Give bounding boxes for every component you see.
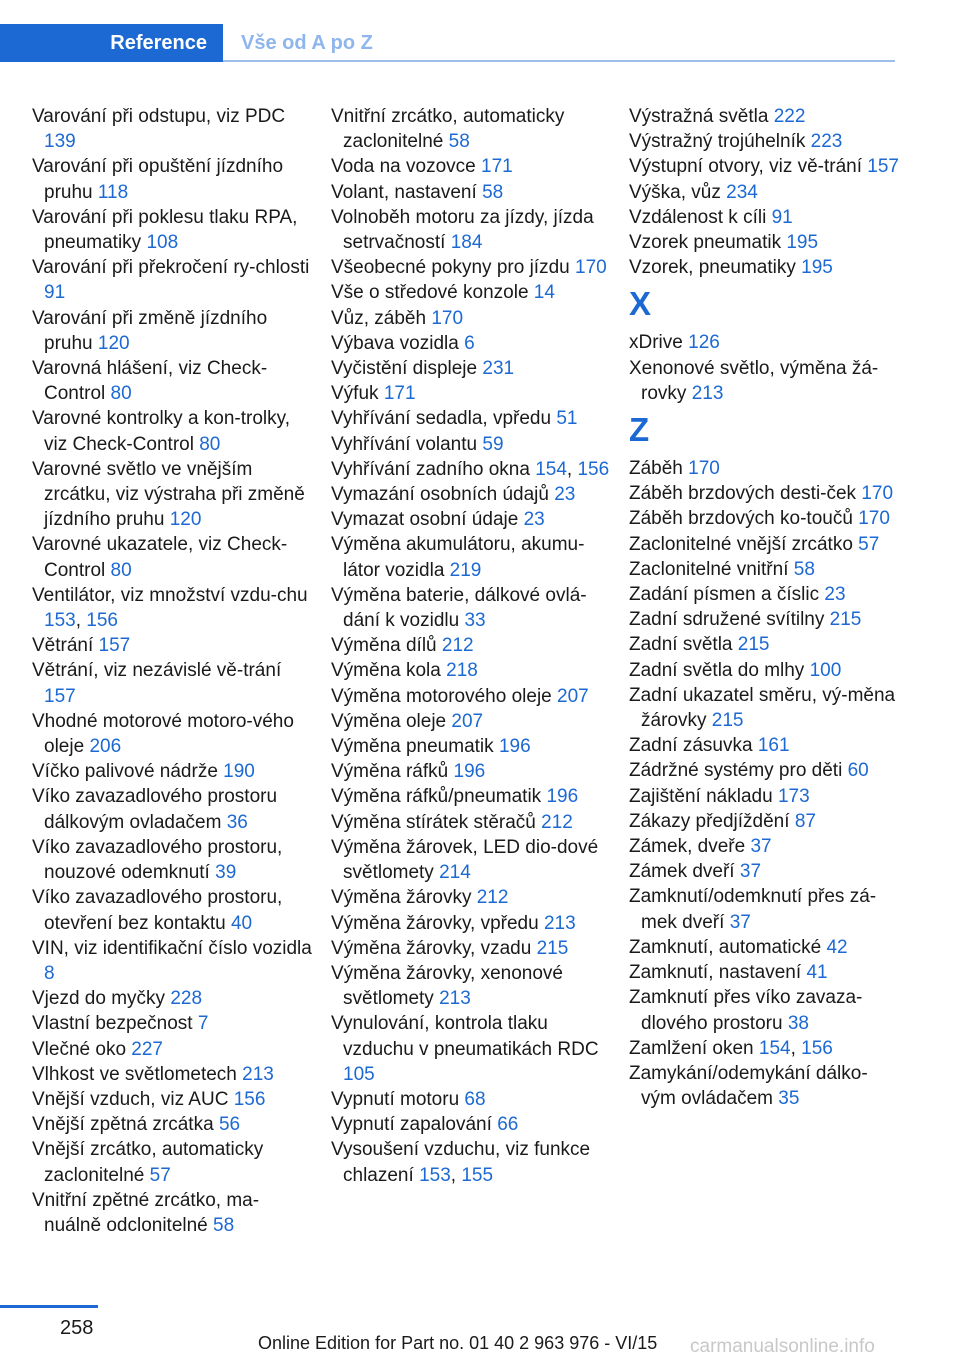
index-entry [331, 406, 611, 431]
page-link[interactable]: 80 [110, 559, 132, 581]
index-term: Vhodné motorové motoro‐vého oleje [32, 710, 294, 758]
page-link[interactable]: 120 [97, 332, 130, 354]
page-link[interactable]: 196 [546, 786, 579, 808]
page-link[interactable]: 6 [464, 332, 475, 354]
index-entry [331, 911, 611, 936]
index-term: Varování při překročení ry‐chlosti [32, 257, 310, 279]
tab-a-to-z[interactable]: Vše od A po Z [241, 31, 373, 54]
page-link[interactable]: 23 [554, 484, 576, 506]
index-term: Varování při změně jízdního pruhu [32, 307, 268, 354]
index-entry [629, 859, 901, 884]
index-term: Vnější zpětná zrcátka [32, 1114, 214, 1136]
index-term: Ventilátor, viz množství vzdu‐chu [32, 584, 308, 606]
index-entry [629, 582, 901, 607]
page-link[interactable]: 153 [419, 1164, 451, 1186]
index-term: Varování při odstupu, viz PDC [32, 106, 286, 127]
index-term: Vynulování, kontrola tlaku vzduchu v pneumatikách RDC [331, 1013, 599, 1060]
index-entry [629, 330, 901, 355]
page-link[interactable]: 36 [226, 811, 248, 833]
index-term: Záběh [629, 458, 683, 480]
index-term: Vůz, záběh [331, 307, 427, 329]
index-entry [629, 733, 901, 758]
page-link[interactable]: 23 [523, 509, 545, 531]
page-number: 258 [60, 1317, 94, 1339]
index-term: Zadní ukazatel směru, vý‐měna žárovky [629, 684, 896, 732]
index-term: Vypnutí zapalování [331, 1114, 492, 1136]
page-link[interactable]: 120 [169, 509, 202, 531]
page-link[interactable]: 223 [810, 131, 843, 153]
index-entry [331, 280, 611, 305]
index-term: Vnější vzduch, viz AUC [32, 1088, 229, 1110]
page-link[interactable]: 39 [215, 862, 237, 884]
page-link[interactable]: 87 [794, 810, 816, 832]
index-entry [331, 205, 611, 255]
page-link[interactable]: 213 [691, 382, 724, 404]
index-entry [331, 432, 611, 457]
index-entry [629, 683, 901, 733]
page-link[interactable]: 214 [439, 862, 471, 884]
page-link[interactable]: 41 [806, 962, 828, 984]
page-link[interactable]: 212 [541, 811, 573, 833]
index-term: Víko zavazadlového prostoru, otevření bez kontaktu [32, 887, 283, 934]
page-link[interactable]: 215 [711, 710, 744, 732]
page-link[interactable]: 153 [44, 610, 76, 632]
index-term: Varovné ukazatele, viz Check-Control [32, 534, 288, 581]
index-column-3 [629, 104, 901, 1111]
index-group-x [629, 330, 901, 406]
page-link[interactable]: 171 [481, 156, 513, 178]
index-term: Zadání písmen a číslic [629, 584, 820, 606]
index-entry [32, 709, 312, 759]
index-entry [331, 381, 611, 406]
index-entry [629, 255, 901, 280]
index-term: Vlhkost ve světlometech [32, 1063, 237, 1085]
index-entry [629, 205, 901, 230]
index-term: Výstupní otvory, viz vě‐trání [629, 156, 863, 178]
page-link[interactable]: 231 [482, 358, 515, 380]
page-link[interactable]: 154 [535, 458, 567, 480]
index-term: Varování při opuštění jízdního pruhu [32, 156, 284, 203]
index-entry: Vyhřívání zadního okna 154, 156 [331, 458, 610, 480]
index-term: Výška, vůz [629, 181, 721, 203]
index-term: Záběh brzdových desti‐ček [629, 483, 857, 505]
page-link[interactable]: 154 [758, 1037, 791, 1059]
index-term: Zamknutí, nastavení [629, 962, 802, 984]
index-term: Xenonové světlo, výměna žá‐rovky [629, 357, 879, 404]
index-term: Vyhřívání volantu [331, 433, 478, 455]
index-entry [331, 885, 611, 910]
page-link[interactable]: 222 [773, 106, 806, 127]
index-term: Výměna motorového oleje [331, 685, 552, 707]
page-link[interactable]: 42 [826, 936, 848, 958]
index-term: Zaclonitelné vnější zrcátko [629, 533, 853, 555]
page-link[interactable]: 139 [44, 131, 76, 153]
index-entry [629, 481, 901, 506]
page-link[interactable]: 14 [533, 282, 555, 304]
page-link[interactable]: 215 [536, 937, 569, 959]
index-entry [32, 1037, 312, 1062]
index-entry [32, 457, 312, 533]
index-entry [32, 1188, 312, 1238]
index-entry [331, 658, 611, 683]
index-term: Větrání, viz nezávislé vě‐trání [32, 660, 282, 682]
page-link[interactable]: 173 [777, 785, 810, 807]
index-entry [32, 532, 312, 582]
index-entry [331, 356, 611, 381]
index-term: Výměna baterie, dálkové ovlá‐dání k vozidlu [331, 584, 587, 632]
index-term: Zaclonitelné vnitřní [629, 558, 789, 580]
index-term: Vlastní bezpečnost [32, 1013, 193, 1035]
index-term: Větrání [32, 635, 94, 657]
index-entry [629, 557, 901, 582]
index-term: Výstražný trojúhelník [629, 131, 806, 153]
index-entry [331, 1087, 611, 1112]
page-link[interactable]: 105 [343, 1063, 375, 1085]
watermark: carmanualsonline.info [690, 1336, 875, 1357]
index-term: Zamknutí/odemknutí přes zá‐mek dveří [629, 886, 877, 933]
index-entry [331, 759, 611, 784]
index-term: Vše o středové konzole [331, 282, 529, 304]
index-term: Víko zavazadlového prostoru, nouzové odemknutí [32, 836, 283, 884]
index-entry [331, 583, 611, 633]
index-term: Vysoušení vzduchu, viz funkce chlazení [331, 1139, 591, 1186]
page-link[interactable]: 35 [778, 1088, 800, 1110]
index-term: Zádržné systémy pro děti [629, 760, 843, 782]
page-link[interactable]: 206 [89, 736, 122, 758]
page-link[interactable]: 170 [688, 458, 720, 480]
page-link[interactable]: 207 [451, 710, 484, 732]
index-entry [331, 104, 611, 154]
page-link[interactable]: 171 [383, 383, 416, 405]
index-term: Výměna stírátek stěračů [331, 811, 536, 833]
page-link[interactable]: 91 [44, 282, 66, 304]
page-link[interactable]: 170 [858, 508, 890, 530]
index-column-1 [32, 104, 312, 1238]
index-entry [32, 885, 312, 935]
page-link[interactable]: 196 [453, 761, 486, 783]
index-entry [32, 1011, 312, 1036]
index-entry [629, 180, 901, 205]
index-term: Volant, nastavení [331, 181, 477, 203]
index-term: Zajištění nákladu [629, 785, 773, 807]
page-link[interactable]: 215 [829, 609, 862, 631]
index-term: Zadní světla [629, 634, 733, 656]
page-link[interactable]: 57 [149, 1164, 171, 1186]
index-term: Výstražná světla [629, 106, 769, 127]
index-term: Varování při poklesu tlaku RPA, pneumatiky [32, 206, 298, 254]
index-term: Víčko palivové nádrže [32, 761, 218, 783]
page-link[interactable]: 57 [858, 533, 880, 555]
index-entry [629, 607, 901, 632]
index-entry [629, 960, 901, 985]
index-entry [629, 456, 901, 481]
index-entry [32, 759, 312, 784]
index-group-v [629, 104, 901, 280]
page-link[interactable]: 234 [726, 181, 758, 203]
index-column-2 [331, 104, 611, 1188]
index-entry [331, 936, 611, 961]
index-entry [32, 406, 312, 456]
index-term: Výměna ráfků/pneumatik [331, 786, 542, 808]
page-link[interactable]: 170 [861, 483, 894, 505]
index-entry [331, 306, 611, 331]
index-term: Výměna žárovky, vpředu [331, 912, 539, 934]
page-link[interactable]: 108 [146, 232, 179, 254]
index-term: Výměna žárovky, vzadu [331, 937, 532, 959]
index-term: Vymazat osobní údaje [331, 509, 519, 531]
page-link[interactable]: 80 [110, 383, 132, 405]
index-term: Výměna žárovky [331, 887, 472, 909]
index-term: Všeobecné pokyny pro jízdu [331, 257, 570, 279]
index-group-z [629, 456, 901, 1111]
index-entry [32, 633, 312, 658]
index-term: Výměna akumulátoru, akumu‐látor vozidla [331, 534, 585, 581]
index-term: Výměna kola [331, 660, 441, 682]
index-entry [629, 104, 901, 129]
index-entry: Zamlžení oken 154, 156 [629, 1037, 833, 1059]
index-entry [32, 658, 312, 708]
index-entry [629, 532, 901, 557]
page-link[interactable]: 58 [482, 181, 504, 203]
page-link[interactable]: 170 [431, 307, 464, 329]
page-link[interactable]: 118 [97, 181, 129, 203]
index-entry [331, 1112, 611, 1137]
index-term: Výměna oleje [331, 710, 447, 732]
index-term: Vnější zrcátko, automaticky zaclonitelné [32, 1139, 264, 1186]
edition-note: Online Edition for Part no. 01 40 2 963 976 - VI/15 [258, 1333, 658, 1353]
page-link[interactable]: 23 [824, 584, 846, 606]
page-link[interactable]: 227 [131, 1038, 163, 1060]
page-link[interactable]: 157 [44, 685, 76, 707]
page-link[interactable]: 33 [464, 610, 486, 632]
index-term: Výbava vozidla [331, 332, 459, 354]
page-link[interactable]: 213 [242, 1063, 274, 1085]
index-entry [629, 632, 901, 657]
page-link[interactable]: 58 [213, 1214, 235, 1236]
index-entry [629, 834, 901, 859]
index-entry [32, 986, 312, 1011]
index-term: xDrive [629, 332, 683, 354]
index-term: Zamknutí přes víko zavaza‐dlového prostoru [629, 987, 863, 1034]
index-entry [32, 835, 312, 885]
index-entry [331, 180, 611, 205]
index-entry [629, 884, 901, 934]
index-entry [629, 154, 901, 179]
index-entry [32, 205, 312, 255]
index-entry [32, 936, 312, 986]
index-term: Výměna dílů [331, 635, 437, 657]
index-term: Vjezd do myčky [32, 988, 166, 1010]
index-term: Víko zavazadlového prostoru dálkovým ovladačem [32, 786, 278, 833]
index-entry [629, 658, 901, 683]
index-entry [629, 784, 901, 809]
page-link[interactable]: 213 [543, 912, 576, 934]
header-divider [223, 60, 895, 62]
page-link[interactable]: 66 [497, 1114, 519, 1136]
page-link[interactable]: 196 [498, 736, 531, 758]
index-term: Varovné světlo ve vnějším zrcátku, viz výstraha při změně jízdního pruhu [32, 458, 305, 531]
index-entry [32, 154, 312, 204]
index-term: Zákazy předjíždění [629, 810, 790, 832]
page-link[interactable]: 37 [739, 861, 762, 883]
page-link[interactable]: 156 [801, 1037, 833, 1059]
index-term: Vzorek pneumatik [629, 232, 782, 254]
index-entry [331, 507, 611, 532]
index-entry [32, 104, 312, 154]
index-term: Zámek dveří [629, 861, 735, 883]
index-entry [331, 154, 611, 179]
letter-heading-z: Z [629, 411, 650, 449]
page-link[interactable]: 207 [557, 685, 589, 707]
index-entry [629, 129, 901, 154]
page-link[interactable]: 100 [809, 659, 842, 681]
page-link[interactable]: 91 [771, 206, 793, 228]
tab-reference[interactable]: Reference [0, 24, 223, 62]
page-link[interactable]: 213 [439, 988, 471, 1010]
index-entry [331, 633, 611, 658]
index-entry [629, 356, 901, 406]
page-link[interactable]: 68 [464, 1088, 486, 1110]
index-term: Výměna žárovek, LED dio‐dové světlomety [331, 836, 599, 884]
index-entry [32, 1087, 312, 1112]
index-entry [32, 356, 312, 406]
index-term: Vnitřní zpětné zrcátko, ma‐nuálně odclonitelné [32, 1189, 260, 1236]
page-link[interactable]: 37 [729, 911, 751, 933]
index-entry [331, 255, 611, 280]
page-link[interactable]: 80 [199, 433, 221, 455]
page-link[interactable]: 38 [787, 1012, 809, 1034]
index-entry [32, 1062, 312, 1087]
index-term: Vzorek, pneumatiky [629, 257, 796, 279]
index-term: Volnoběh motoru za jízdy, jízda setrvačností [331, 206, 594, 254]
index-entry [331, 1011, 611, 1087]
index-term: Vymazání osobních údajů [331, 484, 549, 506]
page-link[interactable]: 228 [170, 988, 203, 1010]
index-entry [32, 255, 312, 305]
index-term: Vnitřní zrcátko, automaticky zaclonitelné [331, 106, 565, 153]
index-term: Vzdálenost k cíli [629, 206, 767, 228]
page-link[interactable]: 219 [449, 559, 482, 581]
page-link[interactable]: 215 [737, 634, 770, 656]
index-entry [32, 1137, 312, 1187]
index-entry [629, 935, 901, 960]
page-link[interactable]: 37 [750, 836, 772, 858]
index-term: Zamknutí, automatické [629, 936, 822, 958]
index-entry [32, 784, 312, 834]
index-entry [32, 1112, 312, 1137]
page-link[interactable]: 190 [223, 761, 255, 783]
page-link[interactable]: 212 [441, 635, 474, 657]
index-entry [331, 835, 611, 885]
index-term: Voda na vozovce [331, 156, 476, 178]
index-term: Záběh brzdových ko‐toučů [629, 508, 853, 530]
page-link[interactable]: 60 [847, 760, 869, 782]
index-entry [331, 331, 611, 356]
index-term: Výměna žárovky, xenonové světlomety [331, 962, 563, 1010]
index-entry [629, 758, 901, 783]
index-term: Výfuk [331, 383, 379, 405]
index-term: VIN, viz identifikační číslo vozidla [32, 937, 312, 959]
index-entry [331, 810, 611, 835]
index-entry: Ventilátor, viz množství vzdu‐chu 153, 156 [32, 584, 308, 632]
letter-heading-x: X [629, 285, 652, 323]
page-link[interactable]: 7 [197, 1013, 209, 1035]
page-link[interactable]: 58 [793, 558, 815, 580]
index-entry [629, 506, 901, 531]
page-link[interactable]: 59 [482, 433, 504, 455]
index-entry [331, 684, 611, 709]
page-link[interactable]: 218 [446, 660, 478, 682]
page-link[interactable]: 212 [476, 887, 509, 909]
page-link[interactable]: 156 [86, 610, 118, 632]
page-link[interactable]: 157 [98, 635, 131, 657]
page-link[interactable]: 56 [218, 1114, 241, 1136]
page-link[interactable]: 156 [233, 1088, 266, 1110]
page-link[interactable]: 170 [575, 257, 607, 279]
index-term: Varovná hlášení, viz Check-Control [32, 358, 268, 405]
index-entry [32, 306, 312, 356]
page-link[interactable]: 156 [577, 458, 610, 480]
index-term: Zamlžení oken [629, 1037, 754, 1059]
index-term: Zadní světla do mlhy [629, 659, 805, 681]
index-entry [629, 1061, 901, 1111]
index-entry [331, 784, 611, 809]
index-entry [331, 734, 611, 759]
index-entry [629, 809, 901, 834]
page-link[interactable]: 58 [448, 131, 470, 153]
index-entry [331, 482, 611, 507]
header [0, 24, 895, 62]
index-term: Varovné kontrolky a kon‐trolky, viz Check-Control [32, 408, 291, 455]
index-entry: Vysoušení vzduchu, viz funkce chlazení 153, 155 [331, 1139, 591, 1186]
index-term: Zamykání/odemykání dálko‐vým ovládačem [629, 1062, 868, 1110]
index-term: Vyčistění displeje [331, 358, 478, 380]
page-link[interactable]: 40 [230, 912, 253, 934]
index-term: Výměna pneumatik [331, 736, 494, 758]
index-term: Vyhřívání zadního okna [331, 458, 530, 480]
index-entry [629, 230, 901, 255]
page-link[interactable]: 157 [867, 156, 899, 178]
footer-accent-line [0, 1305, 98, 1308]
page-link[interactable]: 161 [757, 735, 790, 757]
index-term: Zámek, dveře [629, 836, 746, 858]
page-link[interactable]: 51 [556, 408, 578, 430]
page-link[interactable]: 8 [44, 962, 55, 984]
index-entry [331, 532, 611, 582]
index-term: Výměna ráfků [331, 761, 449, 783]
page-link[interactable]: 184 [450, 232, 483, 254]
index-term: Vypnutí motoru [331, 1088, 460, 1110]
index-term: Vlečné oko [32, 1038, 127, 1060]
page-link[interactable]: 126 [688, 332, 720, 354]
index-term: Zadní zásuvka [629, 735, 753, 757]
index-term: Zadní sdružené svítilny [629, 609, 825, 631]
page-link[interactable]: 155 [461, 1164, 494, 1186]
index-term: Vyhřívání sedadla, vpředu [331, 408, 552, 430]
index-entry [629, 985, 901, 1035]
page-link[interactable]: 195 [801, 257, 833, 279]
index-entry [331, 961, 611, 1011]
page-link[interactable]: 195 [786, 232, 819, 254]
index-entry [331, 709, 611, 734]
